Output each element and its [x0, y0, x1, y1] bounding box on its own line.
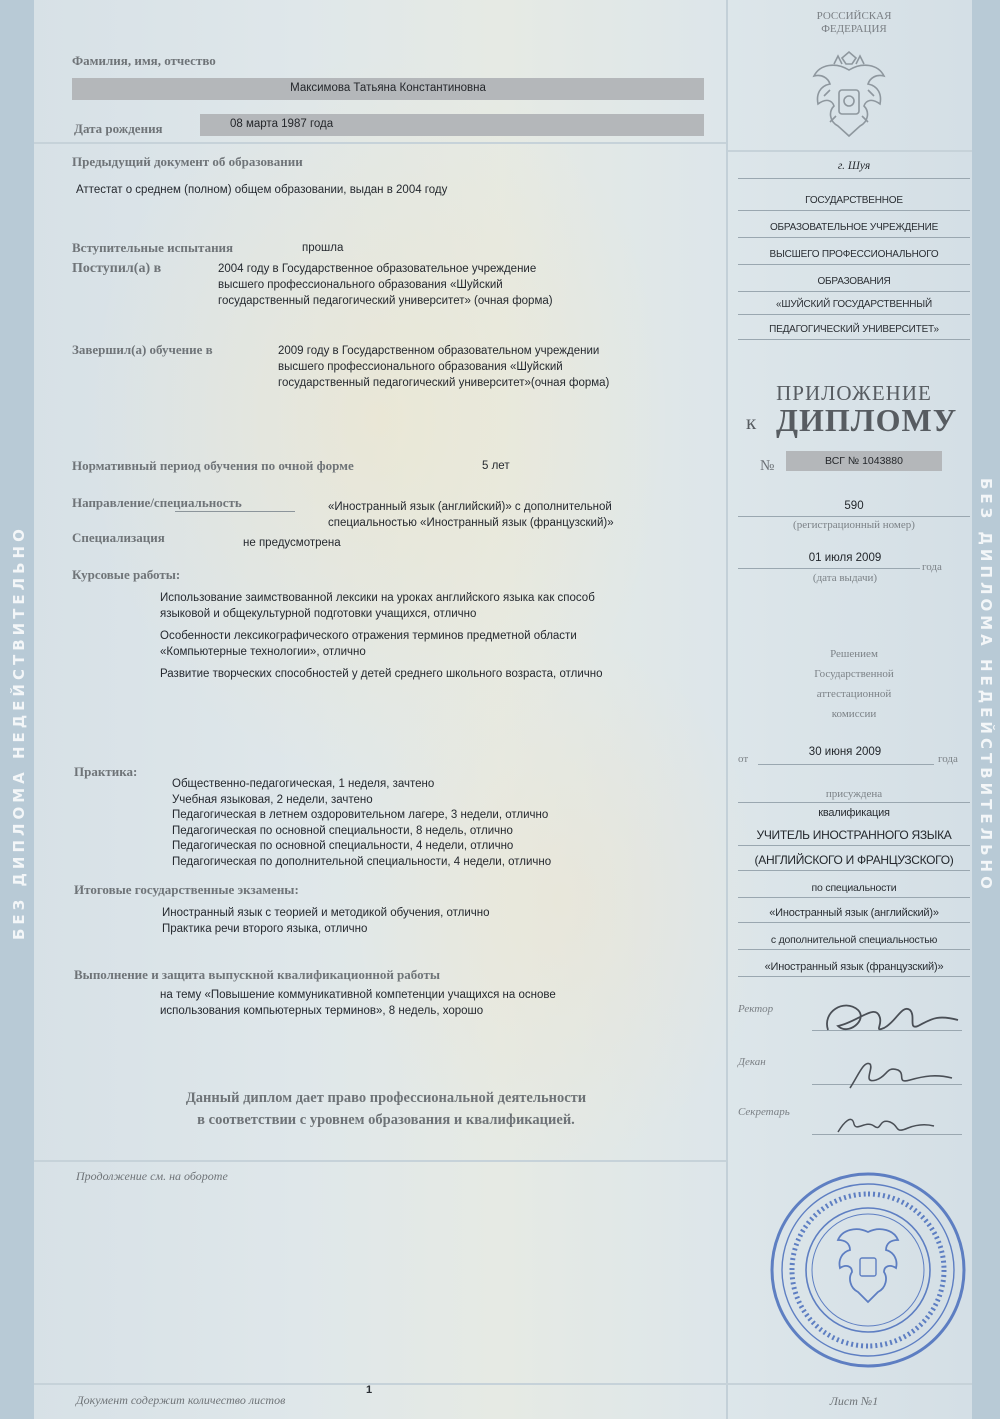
commission-line: аттестационной [816, 688, 892, 700]
secretary-label: Секретарь [738, 1106, 790, 1118]
header-divider [34, 142, 726, 144]
exams-line: Практика речи второго языка, отлично [162, 923, 368, 935]
practice-label: Практика: [74, 764, 138, 779]
dean-label: Декан [738, 1056, 766, 1068]
fio-label: Фамилия, имя, отчество [72, 53, 216, 68]
rule [738, 314, 970, 315]
dean-signature-icon [840, 1054, 960, 1094]
sheets-count-label: Документ содержит количество листов [76, 1393, 286, 1407]
diploma-number-field [786, 451, 942, 471]
thesis-line: на тему «Повышение коммуникативной компетенции учащихся на основе [160, 989, 556, 1001]
specialization-value: не предусмотрена [243, 537, 341, 549]
enrolled-line: государственный педагогический университет» (очная форма) [218, 295, 553, 307]
continuation-note: Продолжение см. на обороте [76, 1169, 228, 1183]
specialty-label: Направление/специальность [72, 495, 242, 510]
city: г. Шуя [837, 160, 871, 172]
rule [738, 516, 970, 517]
enrolled-text [218, 261, 553, 309]
exams-line: Иностранный язык с теорией и методикой обучения, отлично [162, 907, 490, 919]
from-label: от [738, 753, 749, 765]
rule [738, 870, 970, 871]
country-line: РОССИЙСКАЯ [816, 10, 892, 22]
rector-signature-icon [818, 992, 968, 1042]
specialty-line: «Иностранный язык (английский)» [769, 907, 939, 919]
period-value: 5 лет [482, 460, 510, 472]
birth-value: 08 марта 1987 года [230, 118, 334, 130]
rights-line: Данный диплом дает право профессиональной деятельности [185, 1090, 587, 1106]
finished-line: государственный педагогический университет»(очная форма) [278, 377, 610, 389]
side-text-right: БЕЗ ДИПЛОМА НЕДЕЙСТВИТЕЛЬНО [977, 478, 995, 893]
rule [738, 264, 970, 265]
specialty-text [328, 499, 614, 531]
commission-line: Решением [830, 648, 878, 660]
footer-divider-top [34, 1160, 726, 1162]
side-text-left: БЕЗ ДИПЛОМА НЕДЕЙСТВИТЕЛЬНО [10, 525, 28, 940]
commission-line: Государственной [814, 668, 894, 680]
finished-label: Завершил(а) обучение в [72, 342, 213, 357]
reg-number: 590 [844, 500, 864, 512]
rule [738, 802, 970, 803]
practice-line: Общественно-педагогическая, 1 неделя, зачтено [172, 778, 435, 790]
enrolled-label: Поступил(а) в [72, 261, 162, 276]
fio-value: Максимова Татьяна Константиновна [290, 82, 486, 94]
specialty-line: с дополнительной специальностью [770, 934, 938, 946]
by-specialty-label: по специальности [811, 882, 897, 894]
rule [738, 976, 970, 977]
rule [738, 568, 920, 569]
diploma-number: ВСГ № 1043880 [825, 455, 903, 467]
coursework-line: Особенности лексикографического отражения терминов предметной области [160, 630, 577, 642]
coursework-line: «Компьютерные технологии», отлично [160, 646, 366, 658]
sheet-number: Лист №1 [829, 1394, 879, 1408]
prev-doc-value: Аттестат о среднем (полном) общем образовании, выдан в 2004 году [76, 184, 448, 196]
appendix-to: к [746, 410, 757, 434]
specialty-underline [175, 511, 295, 512]
coursework-line: Развитие творческих способностей у детей среднего школьного возраста, отлично [160, 668, 603, 680]
issue-year-suffix: года [922, 561, 942, 573]
practice-line: Учебная языковая, 2 недели, зачтено [172, 793, 373, 806]
finished-text [278, 343, 609, 391]
thesis-text [160, 987, 556, 1019]
institution-line: ОБРАЗОВАНИЯ [817, 276, 891, 287]
rights-statement [96, 1087, 676, 1131]
footer-divider-bottom [34, 1383, 972, 1385]
practice-line: Педагогическая по основной специальности, 4 недели, отлично [172, 840, 514, 852]
birth-label: Дата рождения [74, 121, 163, 136]
country-name [734, 10, 974, 36]
finished-line: высшего профессионального образования «Шуйский [278, 361, 563, 373]
qualification-line: УЧИТЕЛЬ ИНОСТРАННОГО ЯЗЫКА [756, 828, 952, 842]
secretary-signature-icon [830, 1106, 940, 1142]
awarded-label: присуждена [825, 788, 883, 800]
thesis-line: использования компьютерных терминов», 8 недель, хорошо [160, 1005, 484, 1017]
coursework-line: Использование заимствованной лексики на уроках английского языка как способ [160, 592, 595, 604]
qualification-line: (АНГЛИЙСКОГО И ФРАНЦУЗСКОГО) [754, 853, 954, 867]
commission-year-suffix: года [938, 753, 958, 765]
prev-doc-label: Предыдущий документ об образовании [72, 154, 303, 169]
coursework-line: языковой и общекультурной подготовки учащихся, отлично [160, 608, 477, 620]
institution-line: ПЕДАГОГИЧЕСКИЙ УНИВЕРСИТЕТ» [769, 324, 939, 335]
commission-date: 30 июня 2009 [808, 746, 882, 758]
appendix-word: ДИПЛОМУ [776, 402, 958, 438]
official-seal-icon [768, 1170, 968, 1370]
rule [738, 922, 970, 923]
institution-line: ГОСУДАРСТВЕННОЕ [805, 195, 903, 206]
institution-line: «ШУЙСКИЙ ГОСУДАРСТВЕННЫЙ [776, 299, 932, 310]
coat-of-arms-icon [806, 50, 892, 144]
institution-line: ОБРАЗОВАТЕЛЬНОЕ УЧРЕЖДЕНИЕ [769, 222, 939, 233]
rector-label: Ректор [738, 1003, 774, 1015]
sheets-count-value: 1 [366, 1384, 373, 1396]
coursework-text [160, 590, 602, 682]
rule [738, 237, 970, 238]
rule [758, 764, 934, 765]
entrance-value: прошла [302, 242, 344, 254]
rule [738, 897, 970, 898]
specialty-line: специальностью «Иностранный язык (французский)» [328, 517, 614, 529]
appendix-title: ПРИЛОЖЕНИЕ [776, 381, 932, 405]
exams-text [162, 905, 490, 937]
issue-date-caption: (дата выдачи) [812, 572, 878, 584]
commission-text [734, 644, 974, 724]
rights-line: в соответствии с уровнем образования и квалификацией. [197, 1112, 575, 1128]
qualification-label: квалификация [818, 807, 890, 819]
period-label: Нормативный период обучения по очной форме [72, 458, 354, 473]
number-sign: № [760, 458, 775, 474]
practice-line: Педагогическая по дополнительной специальности, 4 недели, отлично [172, 855, 552, 868]
coursework-label: Курсовые работы: [72, 567, 181, 582]
right-header-divider [728, 150, 972, 152]
rule [738, 291, 970, 292]
commission-line: комиссии [831, 708, 877, 720]
fio-field [72, 78, 704, 100]
rule [738, 949, 970, 950]
rule [738, 339, 970, 340]
rule [738, 845, 970, 846]
finished-line: 2009 году в Государственном образовательном учреждении [278, 345, 600, 357]
practice-text [172, 777, 551, 870]
specialty-line: «Иностранный язык (французский)» [764, 961, 944, 973]
birth-field [200, 114, 704, 136]
practice-line: Педагогическая в летнем оздоровительном лагере, 3 недели, отлично [172, 809, 549, 821]
rule [738, 178, 970, 179]
issue-date: 01 июля 2009 [808, 552, 882, 564]
practice-line: Педагогическая по основной специальности, 8 недель, отлично [172, 824, 513, 837]
institution-line: ВЫСШЕГО ПРОФЕССИОНАЛЬНОГО [769, 249, 939, 260]
column-divider [726, 0, 728, 1419]
specialization-label: Специализация [72, 530, 165, 545]
thesis-label: Выполнение и защита выпускной квалификационной работы [74, 967, 440, 982]
entrance-label: Вступительные испытания [72, 240, 234, 255]
reg-number-caption: (регистрационный номер) [793, 519, 915, 531]
enrolled-line: 2004 году в Государственное образовательное учреждение [218, 263, 537, 275]
specialty-line: «Иностранный язык (английский)» с дополнительной [328, 501, 612, 513]
enrolled-line: высшего профессионального образования «Шуйский [218, 279, 503, 291]
rule [738, 210, 970, 211]
exams-label: Итоговые государственные экзамены: [74, 882, 299, 897]
country-line: ФЕДЕРАЦИЯ [821, 23, 887, 35]
